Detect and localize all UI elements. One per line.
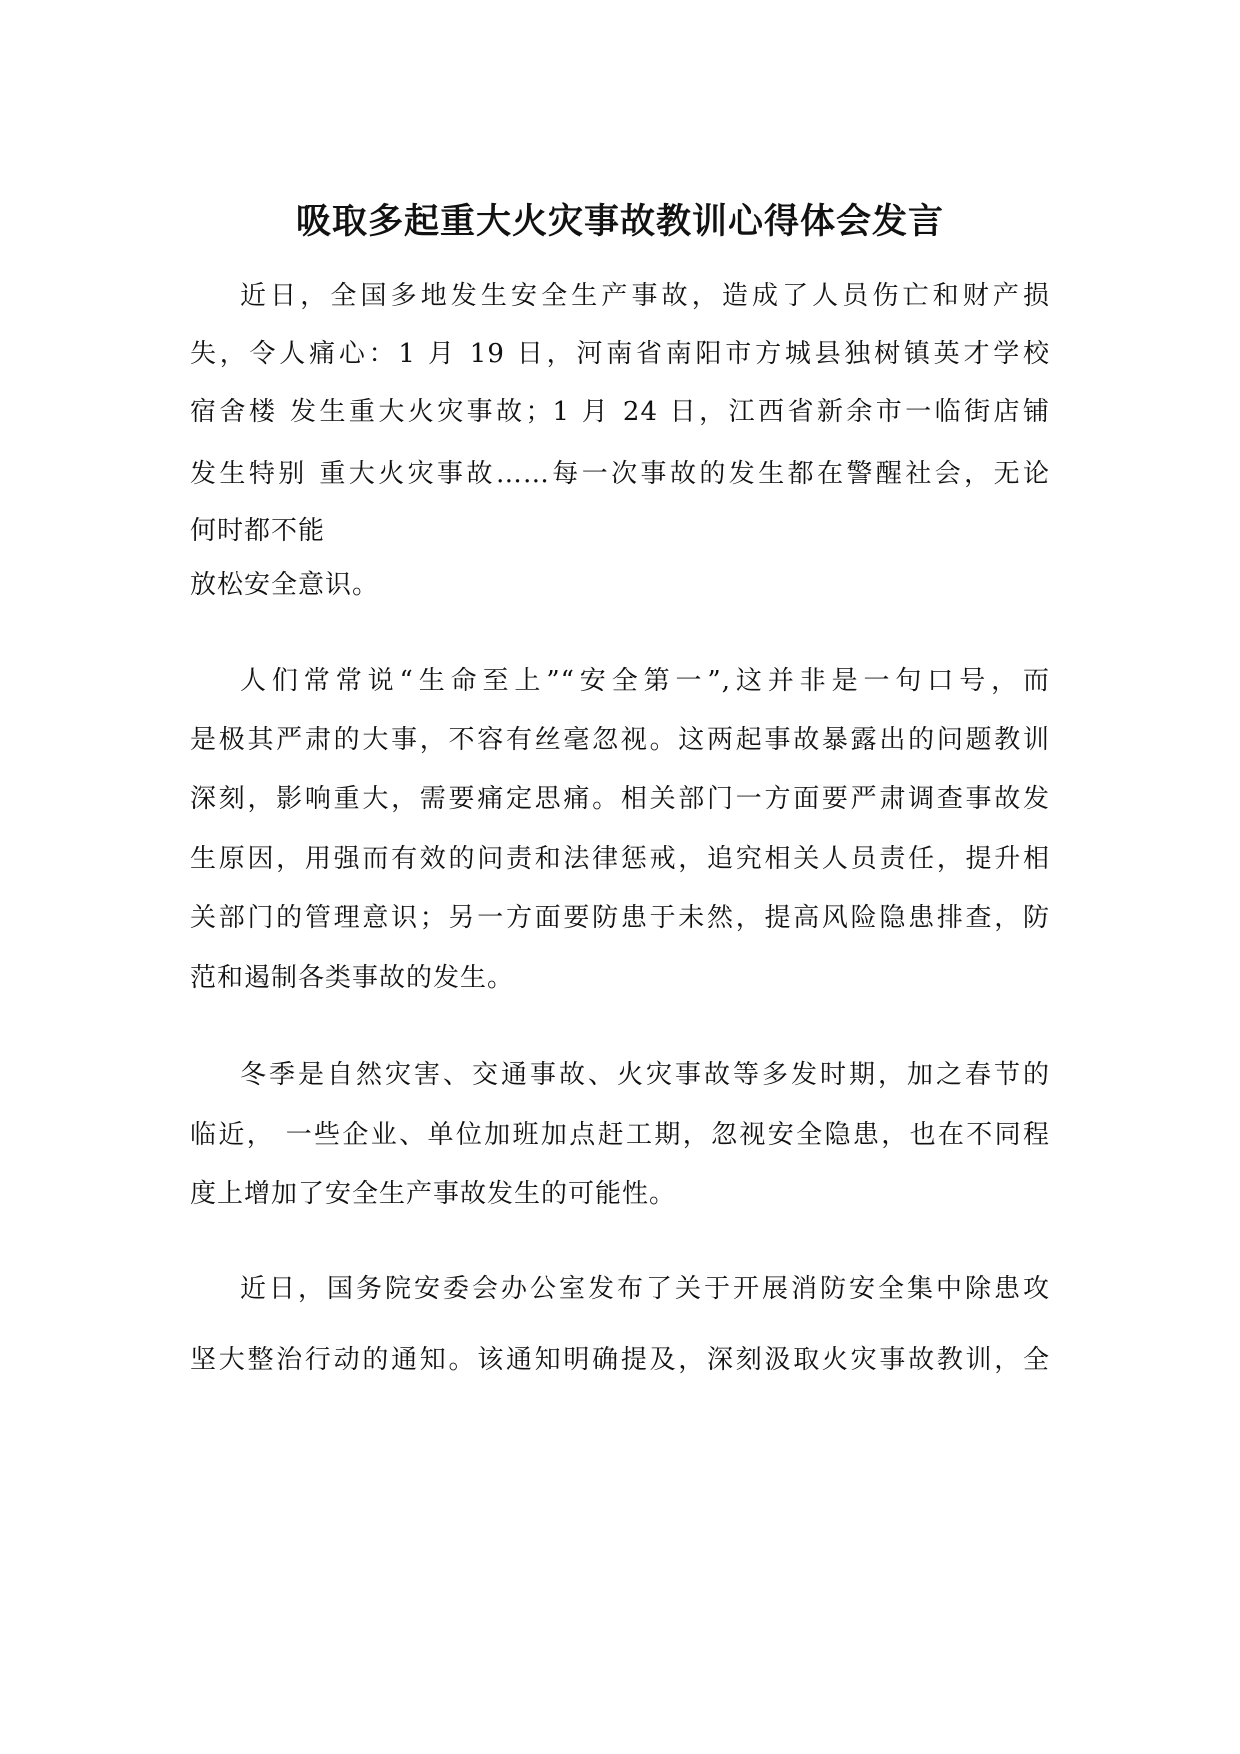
paragraph-1-line-4: 发生特别 重大火灾事故……每一次事故的发生都在警醒社会，无论 <box>190 459 1050 489</box>
paragraph-3-line-3: 度上增加了安全生产事故发生的可能性。 <box>190 1179 677 1209</box>
paragraph-1-line-5: 何时都不能 <box>190 516 326 546</box>
paragraph-2-line-2: 是极其严肃的大事，不容有丝毫忽视。这两起事故暴露出的问题教训 <box>190 725 1050 755</box>
paragraph-2-line-6: 范和遏制各类事故的发生。 <box>190 963 515 993</box>
paragraph-4-line-2: 坚大整治行动的通知。该通知明确提及，深刻汲取火灾事故教训，全 <box>190 1345 1050 1375</box>
paragraph-2-line-3: 深刻，影响重大，需要痛定思痛。相关部门一方面要严肃调查事故发 <box>190 784 1050 814</box>
paragraph-4-line-1: 近日，国务院安委会办公室发布了关于开展消防安全集中除患攻 <box>240 1274 1050 1304</box>
paragraph-3-line-1: 冬季是自然灾害、交通事故、火灾事故等多发时期，加之春节的 <box>240 1060 1050 1090</box>
paragraph-1-line-2: 失，令人痛心：1 月 19 日，河南省南阳市方城县独树镇英才学校 <box>190 339 1050 369</box>
paragraph-2-line-4: 生原因，用强而有效的问责和法律惩戒，追究相关人员责任，提升相 <box>190 844 1050 874</box>
paragraph-1-line-1: 近日，全国多地发生安全生产事故，造成了人员伤亡和财产损 <box>240 281 1050 311</box>
paragraph-1-line-6: 放松安全意识。 <box>190 570 380 600</box>
paragraph-2-line-1: 人们常常说“生命至上”“安全第一”,这并非是一句口号，而 <box>240 666 1050 696</box>
paragraph-1-line-3: 宿舍楼 发生重大火灾事故；1 月 24 日，江西省新余市一临街店铺 <box>190 397 1050 427</box>
paragraph-2-line-5: 关部门的管理意识；另一方面要防患于未然，提高风险隐患排查，防 <box>190 903 1050 933</box>
document-title: 吸取多起重大火灾事故教训心得体会发言 <box>295 201 944 242</box>
paragraph-3-line-2: 临近， 一些企业、单位加班加点赶工期，忽视安全隐患，也在不同程 <box>190 1120 1050 1150</box>
